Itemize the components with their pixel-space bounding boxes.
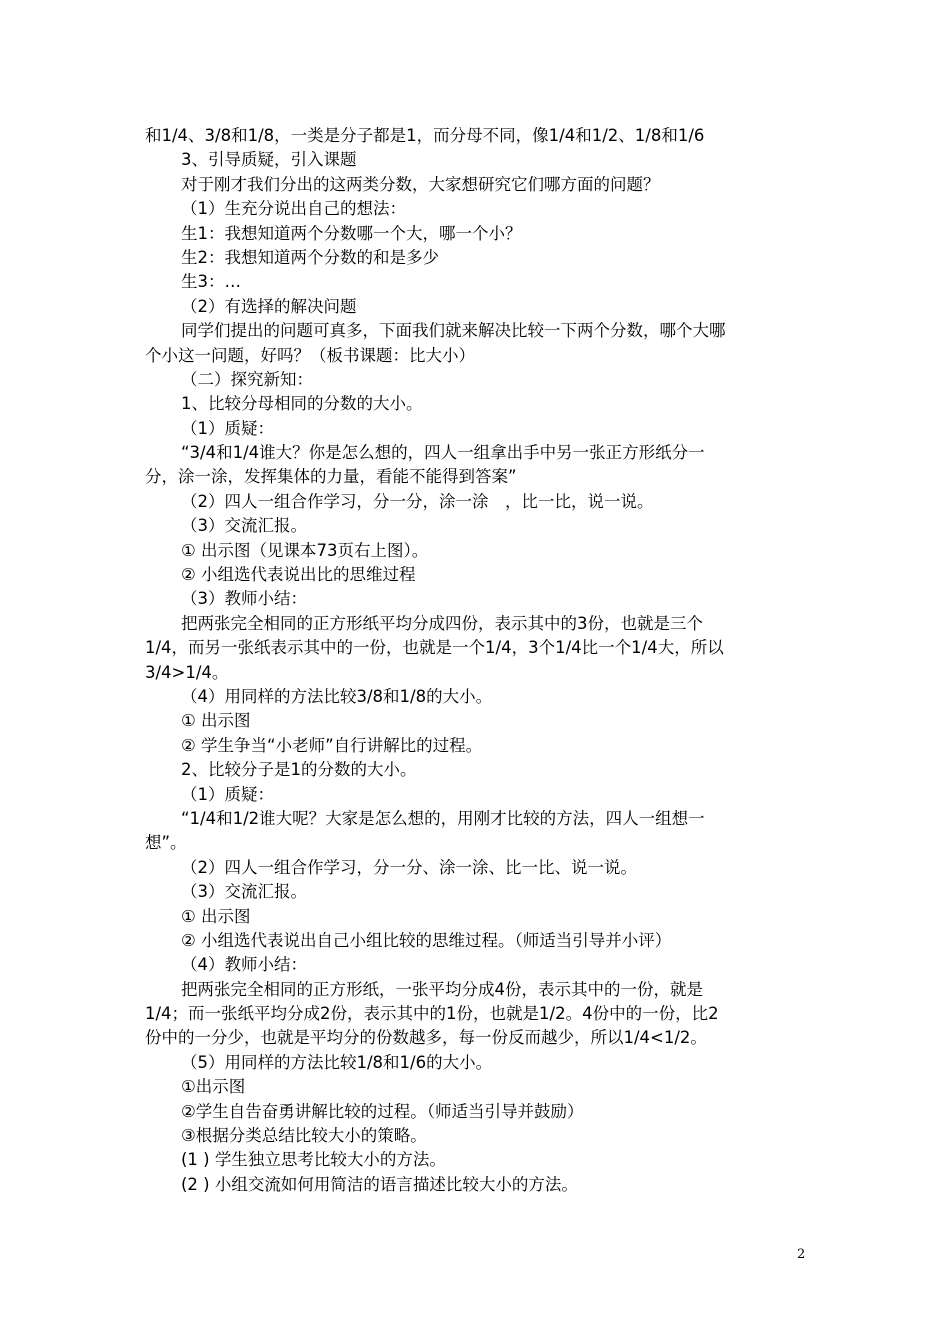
text-line: ② 学生争当“小老师”自行讲解比的过程。 [181,735,483,755]
text-line: 把两张完全相同的正方形纸平均分成四份，表示其中的3份，也就是三个 [181,613,703,633]
text-line: （3）教师小结： [181,589,307,609]
text-line: 生2：我想知道两个分数的和是多少 [181,247,439,267]
text-line: 分，涂一涂，发挥集体的力量，看能不能得到答案” [145,467,517,487]
text-line: ① 出示图（见课本73页右上图）。 [181,540,429,560]
text-line: ① 出示图 [181,711,251,731]
page-number: 2 [797,1247,806,1262]
text-line: （3）交流汇报。 [181,882,307,902]
text-line: ① 出示图 [181,906,251,926]
text-line: 1/4；而一张纸平均分成2份，表示其中的1份，也就是1/2。4份中的一份，比2 [145,1004,719,1024]
text-line: 1、比较分母相同的分数的大小。 [181,394,423,414]
text-line: 2、比较分子是1的分数的大小。 [181,760,417,780]
text-line: （1）生充分说出自己的想法： [181,199,406,219]
text-line: ② 小组选代表说出自己小组比较的思维过程。（师适当引导并小评） [181,930,672,950]
text-line: 生3：… [181,272,241,292]
text-line: (1 ) 学生独立思考比较大小的方法。 [181,1150,446,1170]
text-line: 同学们提出的问题可真多，下面我们就来解决比较一下两个分数，哪个大哪 [181,321,726,341]
text-line: （2）有选择的解决问题 [181,296,357,316]
text-line: 个小这一问题，好吗？（板书课题：比大小） [145,345,475,365]
text-line: “3/4和1/4谁大？你是怎么想的，四人一组拿出手中另一张正方形纸分一 [181,443,705,463]
text-line: 生1：我想知道两个分数哪一个大，哪一个小？ [181,223,522,243]
text-line: 和1/4、3/8和1/8，一类是分子都是1，而分母不同，像1/4和1/2、1/8和1/6 [145,126,705,145]
text-line: 3/4>1/4。 [145,662,229,682]
text-line: （2）四人一组合作学习，分一分，涂一涂 ，比一比，说一说。 [181,491,654,511]
text-line: 对于刚才我们分出的这两类分数，大家想研究它们哪方面的问题？ [181,174,660,194]
text-line: （1）质疑： [181,418,274,438]
text-line: 把两张完全相同的正方形纸，一张平均分成4份，表示其中的一份，就是 [181,979,703,999]
text-line: ②学生自告奋勇讲解比较的过程。（师适当引导并鼓励） [181,1101,584,1121]
text-line: （二）探究新知： [181,369,313,389]
text-line: （5）用同样的方法比较1/8和1/6的大小。 [181,1052,493,1072]
text-line: 1/4，而另一张纸表示其中的一份，也就是一个1/4，3个1/4比一个1/4大，所以 [145,638,724,658]
text-line: ② 小组选代表说出比的思维过程 [181,565,416,585]
text-line: （1）质疑： [181,784,274,804]
text-line: 想”。 [145,833,187,853]
text-line: （4）教师小结： [181,955,307,975]
document-body [145,124,810,1197]
text-line: ①出示图 [181,1077,246,1097]
text-line: （4）用同样的方法比较3/8和1/8的大小。 [181,686,493,706]
text-line: 3、引导质疑，引入课题 [181,150,357,170]
text-line: （3）交流汇报。 [181,516,307,536]
text-line: “1/4和1/2谁大呢？大家是怎么想的，用刚才比较的方法，四人一组想一 [181,808,705,828]
text-line: ③根据分类总结比较大小的策略。 [181,1126,427,1146]
text-line: 份中的一分少，也就是平均分的份数越多，每一份反而越少，所以1/4<1/2。 [145,1028,707,1048]
text-line: （2）四人一组合作学习，分一分、涂一涂、比一比、说一说。 [181,857,637,877]
text-line: (2 ) 小组交流如何用简洁的语言描述比较大小的方法。 [181,1174,578,1194]
